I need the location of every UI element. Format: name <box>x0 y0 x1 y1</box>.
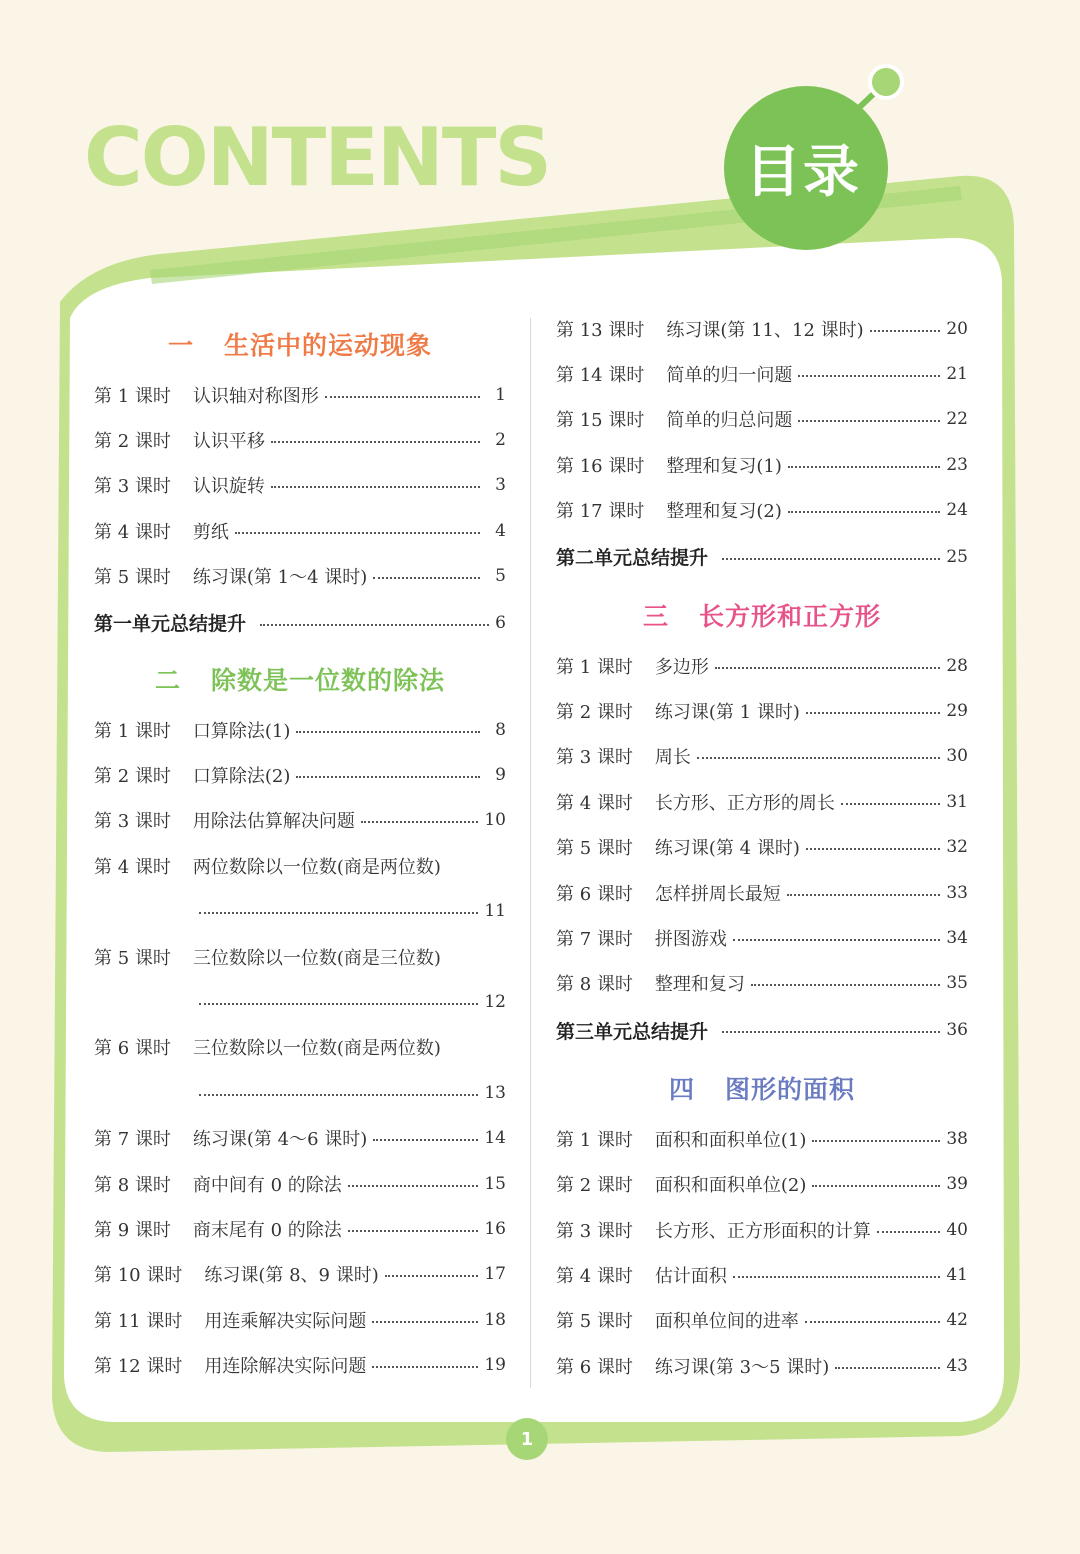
leader-dots <box>361 821 478 823</box>
toc-entry[interactable] <box>94 554 506 599</box>
leader-dots <box>235 532 480 534</box>
leader-dots <box>812 1140 940 1142</box>
page-ref: 23 <box>946 454 968 475</box>
leader-dots <box>722 1031 940 1033</box>
page-ref: 15 <box>484 1173 506 1194</box>
leader-dots <box>199 912 478 914</box>
summary-label: 第一单元总结提升 <box>94 613 247 636</box>
lesson-title: 练习课(第 4 课时) <box>654 838 800 860</box>
lesson-number: 第 1 课时 <box>556 656 633 678</box>
page-ref: 22 <box>946 409 968 430</box>
toc-entry[interactable] <box>94 1115 506 1160</box>
unit-1-name: 生活中的运动现象 <box>224 331 433 360</box>
page-ref: 8 <box>495 719 506 740</box>
toc-entry[interactable] <box>556 1298 968 1343</box>
leader-dots <box>385 1275 479 1277</box>
toc-entry[interactable] <box>556 306 968 351</box>
toc-entry-page-line[interactable] <box>94 1070 506 1115</box>
page-ref: 34 <box>946 927 968 948</box>
lesson-title: 多边形 <box>654 656 709 678</box>
toc-entry[interactable] <box>556 442 968 487</box>
lesson-title: 练习课(第 3～5 课时) <box>654 1356 830 1378</box>
lesson-number: 第 8 课时 <box>94 1174 171 1196</box>
leader-dots <box>733 939 940 941</box>
page-ref: 12 <box>484 991 506 1012</box>
lesson-number: 第 1 课时 <box>556 1129 633 1151</box>
leader-dots <box>806 848 941 850</box>
lesson-title: 估计面积 <box>654 1265 727 1287</box>
lesson-title: 面积和面积单位(2) <box>654 1175 807 1197</box>
toc-entry[interactable] <box>556 915 968 960</box>
page-ref: 10 <box>484 810 506 831</box>
toc-entry[interactable] <box>94 1252 506 1297</box>
leader-dots <box>348 1230 479 1232</box>
unit-3-number: 三 <box>642 601 669 631</box>
toc-entry-title-line[interactable] <box>94 843 506 888</box>
toc-entry-title-line[interactable] <box>94 934 506 979</box>
unit-1-summary[interactable] <box>94 599 506 647</box>
unit-2-summary[interactable] <box>556 533 968 581</box>
toc-entry[interactable] <box>556 1161 968 1206</box>
page-ref: 18 <box>484 1309 506 1330</box>
lesson-number: 第 3 课时 <box>94 811 171 833</box>
leader-dots <box>199 1094 478 1096</box>
leader-dots <box>798 375 940 377</box>
page-ref: 36 <box>946 1020 968 1041</box>
leader-dots <box>788 466 941 468</box>
lesson-title: 周长 <box>654 747 691 769</box>
leader-dots <box>373 1139 478 1141</box>
lesson-title: 练习课(第 1～4 课时) <box>192 567 368 589</box>
toc-left-column <box>94 316 506 1388</box>
lesson-number: 第 2 课时 <box>556 1175 633 1197</box>
lesson-title: 认识轴对称图形 <box>192 385 319 407</box>
leader-dots <box>751 984 940 986</box>
toc-entry[interactable] <box>556 779 968 824</box>
lesson-title: 拼图游戏 <box>654 928 727 950</box>
leader-dots <box>812 1185 940 1187</box>
toc-entry[interactable] <box>94 417 506 462</box>
leader-dots <box>715 667 940 669</box>
lesson-number: 第 8 课时 <box>556 974 633 996</box>
page-ref: 31 <box>946 791 968 812</box>
lesson-number: 第 5 课时 <box>94 567 171 589</box>
lesson-title: 练习课(第 11、12 课时) <box>666 319 864 341</box>
lesson-title: 面积和面积单位(1) <box>654 1129 807 1151</box>
mulu-label: 目录 <box>745 140 861 205</box>
unit-2-name: 除数是一位数的除法 <box>211 665 446 695</box>
page-ref: 24 <box>946 500 968 521</box>
toc-entry[interactable] <box>94 1297 506 1342</box>
lesson-number: 第 4 课时 <box>556 1265 633 1287</box>
page-ref: 2 <box>495 430 506 451</box>
leader-dots <box>697 757 940 759</box>
unit-4-name: 图形的面积 <box>725 1075 856 1105</box>
page-ref: 38 <box>946 1128 968 1149</box>
unit-1-title[interactable] <box>94 316 506 372</box>
leader-dots <box>877 1231 940 1233</box>
unit-2-title[interactable] <box>94 651 506 707</box>
lesson-title: 简单的归一问题 <box>666 365 793 387</box>
leader-dots <box>372 1366 478 1368</box>
leader-dots <box>296 776 480 778</box>
toc-entry[interactable] <box>94 1206 506 1251</box>
leader-dots <box>296 731 480 733</box>
lesson-number: 第 2 课时 <box>94 431 171 453</box>
unit-3-name: 长方形和正方形 <box>699 601 882 631</box>
toc-entry[interactable] <box>556 488 968 533</box>
page-ref: 29 <box>946 701 968 722</box>
lesson-number: 第 10 课时 <box>94 1265 183 1287</box>
leader-dots <box>841 803 940 805</box>
lesson-title: 整理和复习(2) <box>666 501 782 523</box>
lesson-number: 第 17 课时 <box>556 501 645 523</box>
lesson-title: 口算除法(2) <box>192 766 291 788</box>
page-ref: 9 <box>495 765 506 786</box>
page-ref: 33 <box>946 882 968 903</box>
lesson-title: 用连除解决实际问题 <box>204 1356 367 1378</box>
unit-3-summary[interactable] <box>556 1006 968 1054</box>
page-ref: 40 <box>946 1219 968 1240</box>
lesson-number: 第 6 课时 <box>94 1038 171 1060</box>
lesson-title: 用连乘解决实际问题 <box>204 1310 367 1332</box>
lesson-title: 简单的归总问题 <box>666 410 793 432</box>
lesson-title: 商中间有 0 的除法 <box>192 1174 342 1196</box>
lesson-title: 用除法估算解决问题 <box>192 811 355 833</box>
lesson-number: 第 13 课时 <box>556 319 645 341</box>
unit-4-number: 四 <box>668 1075 695 1105</box>
lesson-title: 三位数除以一位数(商是三位数) <box>192 947 441 969</box>
page-ref: 42 <box>946 1310 968 1331</box>
toc-entry[interactable] <box>94 798 506 843</box>
lesson-title: 商末尾有 0 的除法 <box>192 1219 342 1241</box>
lesson-title: 三位数除以一位数(商是两位数) <box>192 1038 441 1060</box>
page-ref: 39 <box>946 1174 968 1195</box>
toc-entry-page-line[interactable] <box>94 889 506 934</box>
toc-entry[interactable] <box>94 1342 506 1387</box>
page-ref: 41 <box>946 1264 968 1285</box>
toc-entry[interactable] <box>94 463 506 508</box>
lesson-title: 练习课(第 1 课时) <box>654 702 800 724</box>
page-ref: 21 <box>946 364 968 385</box>
lesson-number: 第 3 课时 <box>556 1220 633 1242</box>
toc-entry[interactable] <box>556 1207 968 1252</box>
leader-dots <box>348 1185 479 1187</box>
lesson-title: 口算除法(1) <box>192 720 291 742</box>
page-ref: 32 <box>946 837 968 858</box>
lesson-title: 剪纸 <box>192 521 229 543</box>
page-number-badge: 1 <box>506 1418 548 1460</box>
lesson-title: 认识平移 <box>192 431 265 453</box>
lesson-number: 第 14 课时 <box>556 365 645 387</box>
summary-label: 第三单元总结提升 <box>556 1020 709 1043</box>
lesson-title: 整理和复习 <box>654 974 745 996</box>
toc-entry[interactable] <box>556 1343 968 1388</box>
leader-dots <box>806 712 941 714</box>
lesson-number: 第 4 课时 <box>94 856 171 878</box>
mulu-badge <box>724 86 888 250</box>
lesson-title: 练习课(第 4～6 课时) <box>192 1129 368 1151</box>
lesson-title: 长方形、正方形的周长 <box>654 792 835 814</box>
lesson-number: 第 5 课时 <box>556 838 633 860</box>
leader-dots <box>835 1367 940 1369</box>
lesson-number: 第 11 课时 <box>94 1310 183 1332</box>
page-ref: 6 <box>495 612 506 633</box>
lesson-number: 第 12 课时 <box>94 1356 183 1378</box>
toc-entry-title-line[interactable] <box>94 1025 506 1070</box>
page-ref: 30 <box>946 746 968 767</box>
lesson-title: 两位数除以一位数(商是两位数) <box>192 856 441 878</box>
unit-4-title[interactable] <box>556 1060 968 1116</box>
toc-right-column <box>556 306 968 1388</box>
lesson-number: 第 15 课时 <box>556 410 645 432</box>
lesson-number: 第 9 课时 <box>94 1219 171 1241</box>
leader-dots <box>325 396 480 398</box>
lesson-title: 认识旋转 <box>192 476 265 498</box>
page-ref: 20 <box>946 318 968 339</box>
toc-entry[interactable] <box>94 707 506 752</box>
leader-dots <box>733 1276 940 1278</box>
lesson-title: 练习课(第 8、9 课时) <box>204 1265 379 1287</box>
lesson-title: 长方形、正方形面积的计算 <box>654 1220 871 1242</box>
page-ref: 43 <box>946 1355 968 1376</box>
lesson-number: 第 5 课时 <box>556 1311 633 1333</box>
page-ref: 28 <box>946 655 968 676</box>
unit-1-number: 一 <box>167 331 194 360</box>
page-ref: 5 <box>495 566 506 587</box>
page-ref: 19 <box>484 1355 506 1376</box>
toc-entry[interactable] <box>94 1161 506 1206</box>
toc-entry[interactable] <box>556 1252 968 1297</box>
page-ref: 25 <box>946 546 968 567</box>
page-ref: 35 <box>946 973 968 994</box>
leader-dots <box>870 330 941 332</box>
toc-entry[interactable] <box>94 372 506 417</box>
leader-dots <box>787 894 940 896</box>
leader-dots <box>260 624 489 626</box>
leader-dots <box>271 486 480 488</box>
lesson-number: 第 6 课时 <box>556 883 633 905</box>
lesson-title: 怎样拼周长最短 <box>654 883 781 905</box>
page-ref: 4 <box>495 520 506 541</box>
column-divider <box>530 318 531 1388</box>
leader-dots <box>372 1321 478 1323</box>
lesson-number: 第 4 课时 <box>94 521 171 543</box>
contents-heading: CONTENTS <box>84 111 551 204</box>
unit-3-title[interactable] <box>556 587 968 643</box>
lesson-number: 第 2 课时 <box>556 702 633 724</box>
toc-entry[interactable] <box>94 508 506 553</box>
toc-entry-page-line[interactable] <box>94 979 506 1024</box>
lesson-number: 第 2 课时 <box>94 766 171 788</box>
toc-entry[interactable] <box>556 688 968 733</box>
lesson-number: 第 3 课时 <box>556 747 633 769</box>
lesson-number: 第 4 课时 <box>556 792 633 814</box>
lesson-number: 第 7 课时 <box>94 1129 171 1151</box>
toc-entry[interactable] <box>556 1116 968 1161</box>
lesson-number: 第 7 课时 <box>556 928 633 950</box>
leader-dots <box>805 1321 940 1323</box>
toc-entry[interactable] <box>556 825 968 870</box>
lesson-number: 第 6 课时 <box>556 1356 633 1378</box>
lesson-number: 第 3 课时 <box>94 476 171 498</box>
leader-dots <box>199 1003 478 1005</box>
toc-entry[interactable] <box>556 397 968 442</box>
page-ref: 1 <box>495 384 506 405</box>
lesson-number: 第 1 课时 <box>94 385 171 407</box>
leader-dots <box>373 577 480 579</box>
lesson-number: 第 16 课时 <box>556 455 645 477</box>
leader-dots <box>271 441 480 443</box>
lesson-title: 面积单位间的进率 <box>654 1311 799 1333</box>
leader-dots <box>798 420 940 422</box>
toc-entry[interactable] <box>556 351 968 396</box>
toc-entry[interactable] <box>94 752 506 797</box>
summary-label: 第二单元总结提升 <box>556 547 709 570</box>
page-ref: 17 <box>484 1264 506 1285</box>
lesson-number: 第 1 课时 <box>94 720 171 742</box>
page-ref: 16 <box>484 1218 506 1239</box>
toc-entry[interactable] <box>556 961 968 1006</box>
page-ref: 11 <box>484 901 506 922</box>
lesson-number: 第 5 课时 <box>94 947 171 969</box>
page-ref: 3 <box>495 475 506 496</box>
page-ref: 13 <box>484 1082 506 1103</box>
lesson-title: 整理和复习(1) <box>666 455 782 477</box>
toc-entry[interactable] <box>556 734 968 779</box>
toc-entry[interactable] <box>556 870 968 915</box>
toc-entry[interactable] <box>556 643 968 688</box>
leader-dots <box>722 558 940 560</box>
unit-2-number: 二 <box>154 665 181 695</box>
leader-dots <box>788 511 941 513</box>
page-ref: 14 <box>484 1128 506 1149</box>
